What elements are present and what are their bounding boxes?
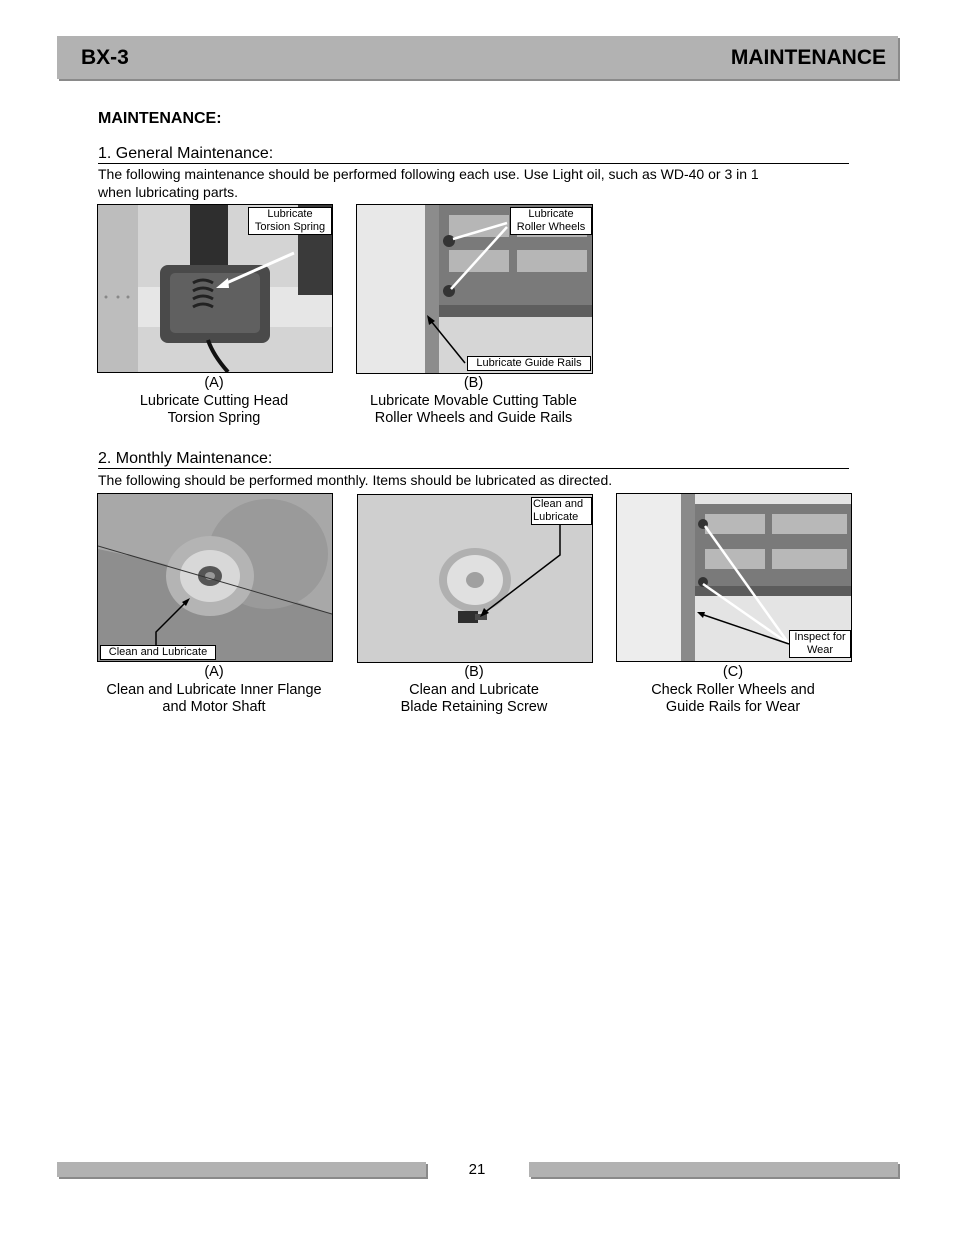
callout-lubricate-torsion-spring: Lubricate Torsion Spring: [248, 207, 332, 235]
page-title: MAINTENANCE:: [98, 110, 222, 127]
page-number: 21: [468, 1161, 486, 1178]
caption-monthly-c: (C) Check Roller Wheels and Guide Rails for Wear: [651, 664, 815, 715]
caption-general-b: (B) Lubricate Movable Cutting Table Roller Wheels and Guide Rails: [370, 375, 577, 426]
caption-general-a: (A) Lubricate Cutting Head Torsion Spring: [139, 375, 289, 426]
photo-inspect-wear: [616, 493, 852, 662]
photo-roller-wheels: [356, 204, 593, 374]
caption-monthly-b: (B) Clean and Lubricate Blade Retaining Screw: [400, 664, 548, 715]
callout-clean-lubricate-flange: Clean and Lubricate: [100, 645, 216, 660]
general-maintenance-heading: 1. General Maintenance:: [98, 145, 849, 164]
callout-clean-lubricate-screw: Clean and Lubricate: [531, 497, 592, 525]
callout-lubricate-guide-rails: Lubricate Guide Rails: [467, 356, 591, 371]
callout-inspect-for-wear: Inspect for Wear: [789, 630, 851, 658]
footer-bar-left: [57, 1162, 426, 1177]
caption-monthly-a: (A) Clean and Lubricate Inner Flange and Motor Shaft: [106, 664, 322, 715]
photo-inner-flange: [97, 493, 333, 662]
model-label: BX-3: [81, 46, 129, 69]
footer-bar-right: [529, 1162, 898, 1177]
section-title: MAINTENANCE: [730, 46, 886, 69]
general-maintenance-text: The following maintenance should be performed following each use. Use Light oil, such as WD-40 or 3 in 1 when lubricating parts.: [98, 166, 759, 200]
monthly-maintenance-text: The following should be performed monthly. Items should be lubricated as directed.: [98, 472, 613, 488]
photo-retaining-screw: [357, 494, 593, 663]
photo-torsion-spring: [97, 204, 333, 373]
header-bar: [57, 36, 898, 79]
callout-lubricate-roller-wheels: Lubricate Roller Wheels: [510, 207, 592, 235]
monthly-maintenance-heading: 2. Monthly Maintenance:: [98, 450, 849, 469]
